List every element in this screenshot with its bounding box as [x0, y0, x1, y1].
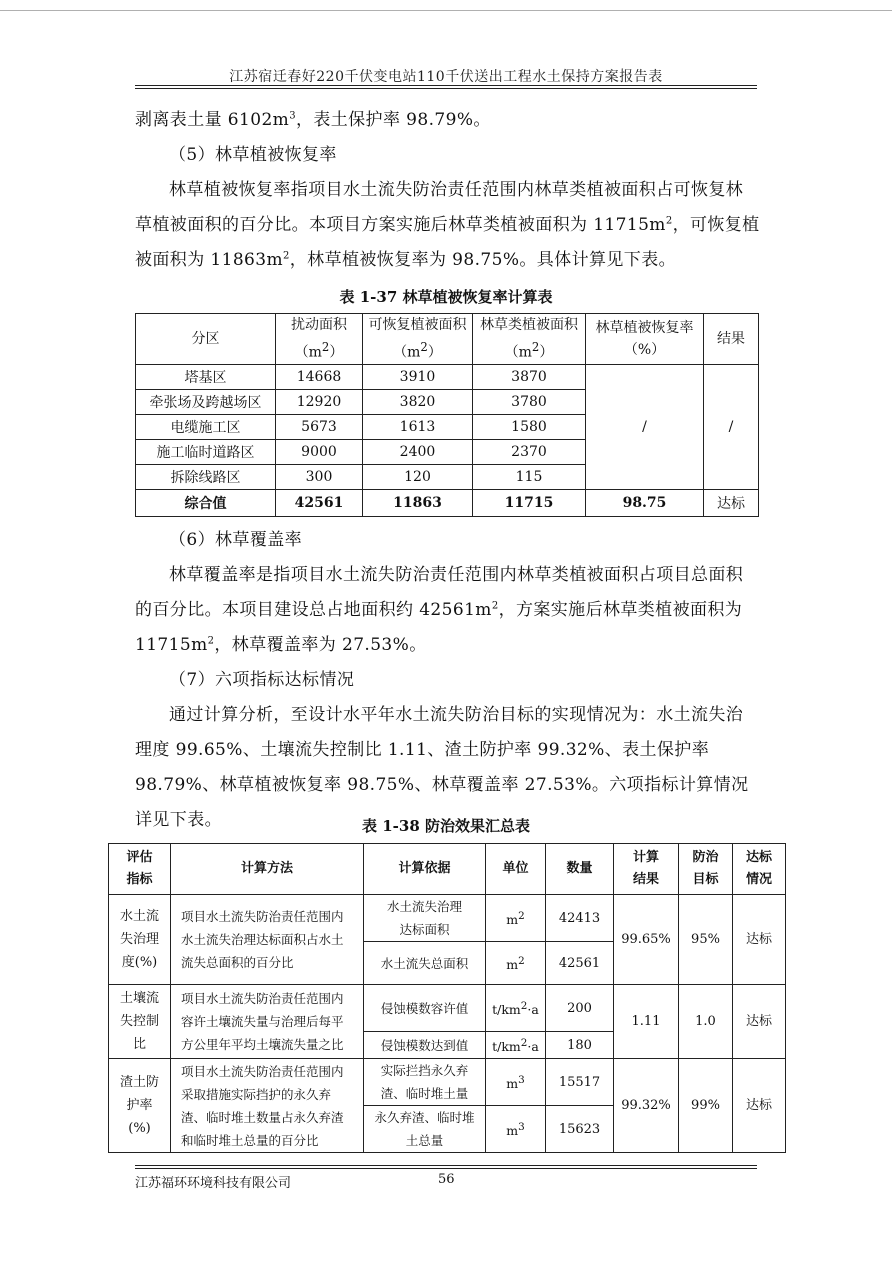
- header-rule-2: [135, 88, 757, 89]
- footer-rule-2: [135, 1168, 757, 1169]
- paragraph-7: 通过计算分析，至设计水平年水土流失防治目标的实现情况为：水土流失治理度 99.65%、土壤流失控制比 1.11、渣土防护率 99.32%、表土保护率 98.79%、林草植被恢复率 98.75%、林草覆盖率 27.53%。六项指标计算情况详见下表。: [135, 705, 749, 830]
- status-cell: 达标: [733, 895, 786, 985]
- header-cell-restoration-rate: 林草植被恢复率 （%）: [586, 314, 704, 365]
- header-cell-quantity: 数量: [546, 844, 614, 895]
- status-cell: 达标: [733, 985, 786, 1059]
- value-cell: 3780: [473, 390, 586, 415]
- paragraph-5: 林草植被恢复率指项目水土流失防治责任范围内林草类植被面积占可恢复林草植被面积的百分比。本项目方案实施后林草类植被面积为 $11715m^2$，可恢复植被面积为 $11863m^2$，林草植被恢复率为 98.75%。具体计算见下表。: [135, 180, 760, 270]
- header-cell-result: 结果: [704, 314, 759, 365]
- quantity-cell: 15517: [546, 1059, 614, 1106]
- total-value-cell: 11863: [363, 490, 473, 517]
- total-value-cell: 11715: [473, 490, 586, 517]
- method-cell: 项目水土流失防治责任范围内 采取措施实际挡护的永久弃 渣、临时堆土数量占永久弃渣 和临时堆土总量的百分比: [171, 1059, 364, 1153]
- value-cell: 14668: [276, 365, 363, 390]
- target-cell: 1.0: [679, 985, 733, 1059]
- value-cell: 2370: [473, 440, 586, 465]
- header-cell-restorable-area: 可恢复植被面积 $(m^2)$: [363, 314, 473, 365]
- zone-cell: 拆除线路区: [136, 465, 276, 490]
- table-1-37-caption: 表 1-37 林草植被恢复率计算表: [339, 288, 553, 306]
- indicator-cell: 土壤流 失控制 比: [109, 985, 171, 1059]
- table-total-row: [136, 490, 759, 517]
- value-cell: 120: [363, 465, 473, 490]
- zone-cell: 牵张场及跨越场区: [136, 390, 276, 415]
- unit-cell: $m^2$: [486, 895, 546, 942]
- value-cell: 3870: [473, 365, 586, 390]
- unit-cell: $m^2$: [486, 942, 546, 985]
- heading-6: （6）林草覆盖率: [169, 530, 303, 550]
- table-1-38-caption: 表 1-38 防治效果汇总表: [362, 817, 530, 835]
- value-cell: 1613: [363, 415, 473, 440]
- result-slash-cell: /: [704, 365, 759, 490]
- target-cell: 99%: [679, 1059, 733, 1153]
- footer-company: 江苏福环环境科技有限公司: [135, 1176, 292, 1191]
- basis-cell: 水土流失治理 达标面积: [364, 895, 486, 942]
- header-cell-disturbed-area: 扰动面积 $(m^2)$: [276, 314, 363, 365]
- table-row: [136, 365, 759, 390]
- header-cell-method: 计算方法: [171, 844, 364, 895]
- basis-cell: 永久弃渣、临时堆 土总量: [364, 1106, 486, 1153]
- value-cell: 2400: [363, 440, 473, 465]
- value-cell: 300: [276, 465, 363, 490]
- heading-7: （7）六项指标达标情况: [169, 670, 355, 690]
- top-page-rule: [0, 10, 892, 11]
- table-1-37: [135, 313, 759, 517]
- zone-cell: 电缆施工区: [136, 415, 276, 440]
- header-cell-zone: 分区: [136, 314, 276, 365]
- header-cell-status: 达标 情况: [733, 844, 786, 895]
- basis-cell: 实际拦挡永久弃 渣、临时堆土量: [364, 1059, 486, 1106]
- value-cell: 9000: [276, 440, 363, 465]
- unit-cell: $m^3$: [486, 1106, 546, 1153]
- header-cell-basis: 计算依据: [364, 844, 486, 895]
- header-cell-vegetation-area: 林草类植被面积 $(m^2)$: [473, 314, 586, 365]
- quantity-cell: 200: [546, 985, 614, 1032]
- target-cell: 95%: [679, 895, 733, 985]
- table-row: [109, 985, 786, 1032]
- zone-cell: 施工临时道路区: [136, 440, 276, 465]
- value-cell: 3820: [363, 390, 473, 415]
- paragraph-topsoil: 剥离表土量 $6102m^3$，表土保护率 98.79%。: [135, 110, 491, 130]
- calc-result-cell: 1.11: [614, 985, 679, 1059]
- method-cell: 项目水土流失防治责任范围内 容许土壤流失量与治理后每平 方公里年平均土壤流失量之比: [171, 985, 364, 1059]
- table-1-38: [108, 843, 786, 1153]
- running-header-title: 江苏宿迁春好220千伏变电站110千伏送出工程水土保持方案报告表: [229, 69, 663, 85]
- quantity-cell: 42561: [546, 942, 614, 985]
- value-cell: 5673: [276, 415, 363, 440]
- table-row: [109, 1059, 786, 1106]
- quantity-cell: 42413: [546, 895, 614, 942]
- calc-result-cell: 99.32%: [614, 1059, 679, 1153]
- status-cell: 达标: [733, 1059, 786, 1153]
- quantity-cell: 15623: [546, 1106, 614, 1153]
- rate-slash-cell: /: [586, 365, 704, 490]
- total-result-cell: 达标: [704, 490, 759, 517]
- unit-cell: $t/km^2\cdot a$: [486, 985, 546, 1032]
- page-number: 56: [438, 1172, 455, 1187]
- header-cell-unit: 单位: [486, 844, 546, 895]
- total-label-cell: 综合值: [136, 490, 276, 517]
- indicator-cell: 水土流 失治理 度(%): [109, 895, 171, 985]
- heading-5: （5）林草植被恢复率: [169, 145, 337, 165]
- footer-rule: [135, 1165, 757, 1166]
- indicator-cell: 渣土防 护率 (%): [109, 1059, 171, 1153]
- table-row: [109, 895, 786, 942]
- basis-cell: 侵蚀模数达到值: [364, 1032, 486, 1059]
- header-cell-target: 防治 目标: [679, 844, 733, 895]
- table-header-row: [109, 844, 786, 895]
- paragraph-6: 林草覆盖率是指项目水土流失防治责任范围内林草类植被面积占项目总面积的百分比。本项目建设总占地面积约 $42561m^2$，方案实施后林草类植被面积为 $11715m^2$，林草覆盖率为 27.53%。: [135, 565, 744, 655]
- value-cell: 3910: [363, 365, 473, 390]
- header-rule: [135, 85, 757, 86]
- header-cell-indicator: 评估 指标: [109, 844, 171, 895]
- value-cell: 1580: [473, 415, 586, 440]
- method-cell: 项目水土流失防治责任范围内 水土流失治理达标面积占水土 流失总面积的百分比: [171, 895, 364, 985]
- value-cell: 115: [473, 465, 586, 490]
- value-cell: 12920: [276, 390, 363, 415]
- basis-cell: 侵蚀模数容许值: [364, 985, 486, 1032]
- total-value-cell: 42561: [276, 490, 363, 517]
- basis-cell: 水土流失总面积: [364, 942, 486, 985]
- calc-result-cell: 99.65%: [614, 895, 679, 985]
- zone-cell: 塔基区: [136, 365, 276, 390]
- unit-cell: $m^3$: [486, 1059, 546, 1106]
- unit-cell: $t/km^2\cdot a$: [486, 1032, 546, 1059]
- quantity-cell: 180: [546, 1032, 614, 1059]
- total-rate-cell: 98.75: [586, 490, 704, 517]
- header-cell-calc-result: 计算 结果: [614, 844, 679, 895]
- table-header-row: [136, 314, 759, 365]
